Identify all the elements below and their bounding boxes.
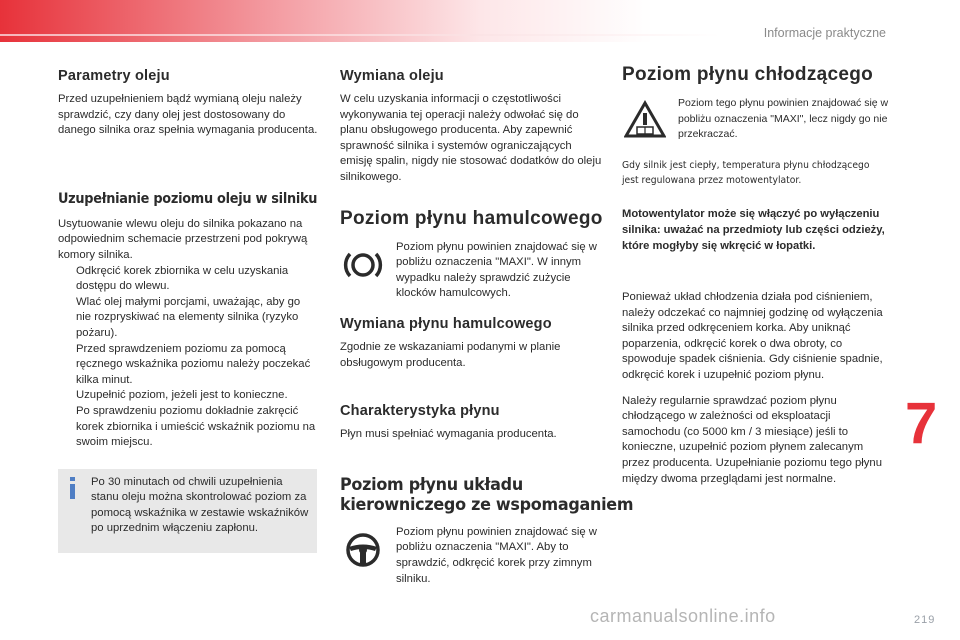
bullet-list: [58, 264, 318, 451]
column-left: [58, 60, 318, 553]
chapter-number: 7: [905, 391, 938, 456]
list-item: Wlać olej małymi porcjami, uważając, aby go nie rozpryskiwać na elementy silnika (ryzyko pożaru).: [76, 295, 301, 339]
brake-fluid-row: [340, 240, 602, 302]
steering-wheel-icon: [342, 529, 384, 571]
column-right: [622, 60, 890, 487]
text-coolant-pressure: Ponieważ układ chłodzenia działa pod ciśnieniem, należy odczekać co najmniej godzinę od wyłączenia silnika przed odkręceniem korka. Aby uniknąć poparzenia, odkręcić korek o dwa obroty, co spowoduje spadek ciśnienia. Gdy ciśnienie spadnie, odkręcić korek i uzupełnić poziom płynu.: [622, 291, 883, 381]
warning-fan: Motowentylator może się włączyć po wyłączeniu silnika: uważać na przedmioty lub części odzieży, które mogłyby się wkręcić w łopatki.: [622, 208, 885, 252]
heading-brake-fluid-change: Wymiana płynu hamulcowego: [340, 315, 552, 332]
heading-brake-fluid-level: Poziom płynu hamulcowego: [340, 207, 603, 229]
heading-oil-change: Wymiana oleju: [340, 68, 444, 84]
list-item: Uzupełnić poziom, jeżeli jest to konieczne.: [76, 389, 288, 402]
heading-coolant-level: Poziom płynu chłodzącego: [622, 64, 874, 85]
text-brake-fluid-level: Poziom płynu powinien znajdować się w pobliżu oznaczenia "MAXI". W innym wypadku należy sprawdzić zużycie klocków hamulcowych.: [396, 240, 597, 300]
text-oil-change: W celu uzyskania informacji o częstotliwości wykonywania tej operacji należy odwołać się do planu obsługowego producenta. Aby zapewnić sprawność silnika i systemów ograniczających emisję spalin, nigdy nie stosować dodatków do oleju silnikowego.: [340, 93, 602, 183]
brake-warning-icon: [342, 244, 384, 286]
coolant-row: [622, 96, 890, 156]
hazard-manual-icon: [624, 100, 666, 142]
text-fluid-spec: Płyn musi spełniać wymagania producenta.: [340, 428, 557, 441]
heading-oil-parameters: Parametry oleju: [58, 68, 170, 84]
page-number: 219: [914, 614, 936, 626]
text-coolant-icon: Poziom tego płynu powinien znajdować się w pobliżu oznaczenia "MAXI", lecz nigdy go nie przekraczać.: [678, 97, 889, 140]
watermark: carmanualsonline.info: [590, 606, 776, 626]
info-icon: [66, 477, 80, 499]
list-item: Przed sprawdzeniem poziomu za pomocą ręcznego wskaźnika poziomu należy poczekać kilka minut.: [76, 342, 311, 386]
list-item: Odkręcić korek zbiornika w celu uzyskania dostępu do wlewu.: [76, 264, 289, 293]
text-oil-parameters: Przed uzupełnieniem bądź wymianą oleju należy sprawdzić, czy dany olej jest dostosowany do danego silnika oraz spełnia wymagania producenta.: [58, 93, 318, 137]
power-steering-row: [340, 525, 602, 587]
section-title: Informacje praktyczne: [763, 26, 886, 40]
text-brake-fluid-change: Zgodnie ze wskazaniami podanymi w planie obsługowym producenta.: [340, 340, 561, 369]
heading-power-steering: Poziom płynu układu kierowniczego ze wspomaganiem: [340, 474, 634, 515]
text-coolant-fan: Gdy silnik jest ciepły, temperatura płynu chłodzącego jest regulowana przez motowentylator.: [622, 160, 870, 186]
text-oil-topup: Usytuowanie wlewu oleju do silnika pokazano na odpowiednim schemacie przestrzeni pod pokrywą komory silnika.: [58, 217, 308, 261]
heading-fluid-spec: Charakterystyka płynu: [340, 403, 500, 420]
text-coolant-check: Należy regularnie sprawdzać poziom płynu chłodzącego w zależności od eksploatacji samochodu (co 5000 km / 3 miesiące) jeśli to konieczne, uzupełnić poziom płynem zalecanym przez producenta. Uzupełnianie poziomu tego płynu między dwoma przeglądami jest normalne.: [622, 394, 882, 485]
text-power-steering: Poziom płynu powinien znajdować się w pobliżu oznaczenia "MAXI". Aby to sprawdzić, odkręcić korek przy zimnym silniku.: [396, 525, 597, 585]
column-middle: [340, 60, 634, 587]
info-box: [58, 469, 317, 553]
list-item: Po sprawdzeniu poziomu dokładnie zakręcić korek zbiornika i umieścić wskaźnik poziomu na swoim miejscu.: [76, 404, 316, 449]
heading-oil-topup: Uzupełnianie poziomu oleju w silniku: [58, 190, 318, 207]
info-text: Po 30 minutach od chwili uzupełnienia stanu oleju można skontrolować poziom za pomocą wskaźnika w zestawie wskaźników po uprzednim włączeniu zapłonu.: [91, 475, 309, 535]
